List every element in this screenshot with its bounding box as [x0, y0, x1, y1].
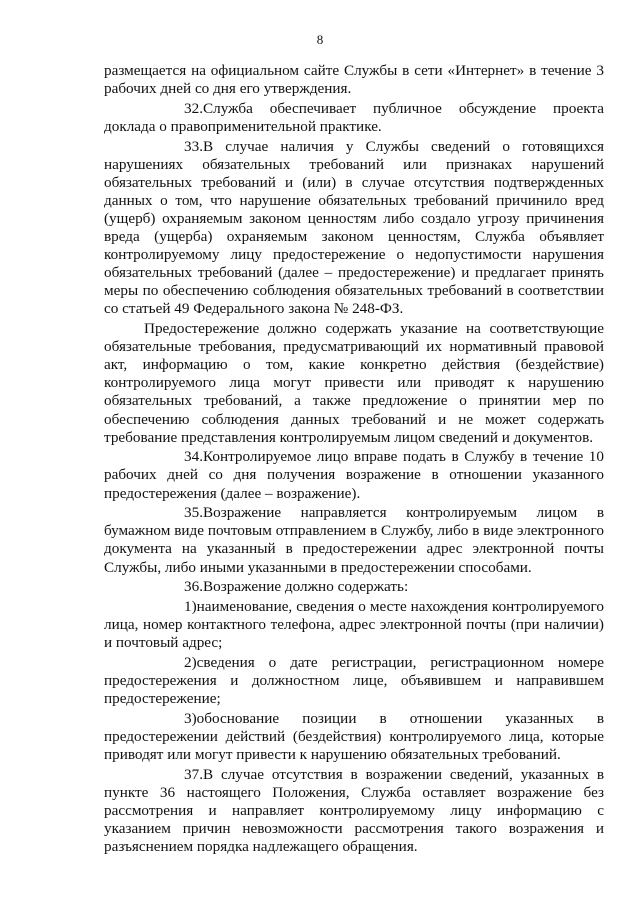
list-item-number: 1): [184, 597, 197, 615]
paragraph-text: Предостережение должно содержать указание на соответствующие обязательные требования, предусматривающий их нормативный правовой акт, информацию о том, какие конкретно действия (бездействие) контролируемого лица могут привести или приводят к нарушению обязательных требований, а также предложение о принятии мер по обеспечению соблюдения данных требований и не может содержать требование представления контролируемым лицом сведений и документов.: [104, 320, 604, 446]
paragraph-35: [104, 504, 604, 576]
paragraph-37: [104, 766, 604, 856]
paragraph-number: 35.: [184, 504, 203, 522]
list-item-3: [104, 710, 604, 764]
paragraph-text: Возражение направляется контролируемым лицом в бумажном виде почтовым отправлением в Службу, либо в виде электронного документа на указанный в предостережении адрес электронной почты Службы, либо иными указанными в предостережении способами.: [104, 504, 604, 576]
paragraph-number: 36.: [184, 578, 203, 596]
paragraph-warning-content: [104, 320, 604, 447]
paragraph-number: 32.: [184, 99, 203, 117]
paragraph-number: 37.: [184, 765, 203, 783]
paragraph-32: [104, 100, 604, 136]
paragraph-34: [104, 448, 604, 502]
paragraph-33: [104, 138, 604, 319]
list-item-number: 3): [184, 709, 197, 727]
paragraph-text: Служба обеспечивает публичное обсуждение проекта доклада о правоприменительной практике.: [104, 99, 604, 135]
page-number: 8: [316, 32, 324, 47]
paragraph-36: [104, 578, 604, 596]
paragraph-text: В случае отсутствия в возражении сведений, указанных в пункте 36 настоящего Положения, Служба оставляет возражение без рассмотрения и направляет контролируемому лицу информацию с указанием причин невозможности рассмотрения такого возражения и разъяснением порядка надлежащего обращения.: [104, 765, 604, 855]
document-body: [104, 62, 604, 858]
paragraph-text: Возражение должно содержать:: [202, 578, 409, 596]
list-item-1: [104, 598, 604, 652]
list-item-text: обоснование позиции в отношении указанных в предостережении действий (бездействия) контролируемого лица, которые приводят или могут привести к нарушению обязательных требований.: [104, 709, 604, 763]
list-item-2: [104, 654, 604, 708]
paragraph-text: В случае наличия у Службы сведений о готовящихся нарушениях обязательных требований или признаках нарушений обязательных требований и (или) в случае отсутствия подтвержденных данных о том, что нарушение обязательных требований причинило вред (ущерб) охраняемым законом ценностям либо создало угрозу причинения вреда (ущерба) охраняемым законом ценностям, Служба объявляет контролируемому лицу предостережение о недопустимости нарушения обязательных требований (далее – предостережение) и предлагает принять меры по обеспечению соблюдения обязательных требований в соответствии со статьей 49 Федерального закона № 248-ФЗ.: [104, 137, 604, 318]
list-item-text: сведения о дате регистрации, регистрационном номере предостережения и должностном лице, объявившем и направившем предостережение;: [104, 653, 604, 707]
paragraph-number: 34.: [184, 448, 203, 466]
list-item-number: 2): [184, 653, 197, 671]
paragraph-text: размещается на официальном сайте Службы в сети «Интернет» в течение 3 рабочих дней со дня его утверждения.: [104, 62, 604, 98]
paragraph-continuation: [104, 62, 604, 98]
list-item-text: наименование, сведения о месте нахождения контролируемого лица, номер контактного телефона, адрес электронной почты (при наличии) и почтовый адрес;: [104, 597, 604, 652]
paragraph-number: 33.: [184, 137, 203, 155]
paragraph-text: Контролируемое лицо вправе подать в Службу в течение 10 рабочих дней со дня получения возражение в отношении указанного предостережения (далее – возражение).: [104, 448, 604, 502]
